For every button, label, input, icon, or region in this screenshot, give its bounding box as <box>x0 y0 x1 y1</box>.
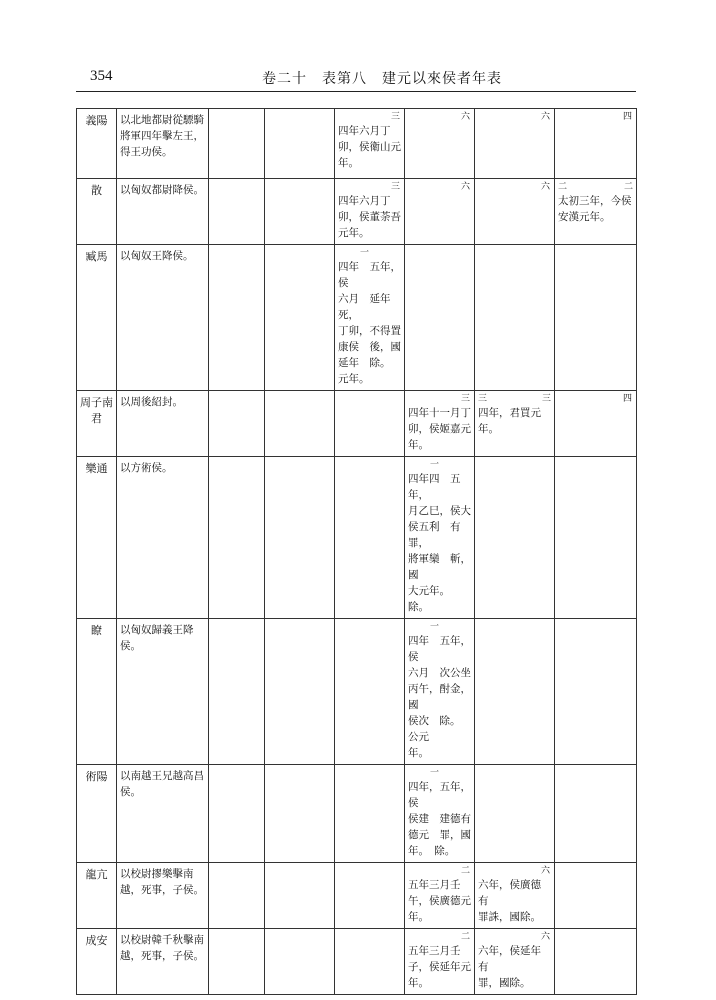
reign-cell <box>555 929 637 995</box>
reign-cell <box>335 109 405 179</box>
reign-cell <box>209 619 265 765</box>
record-text: 四年十一月丁 卯，侯姬嘉元 年。 <box>408 407 471 451</box>
reign-cell <box>405 457 475 619</box>
reign-cell <box>555 863 637 929</box>
reign-cell <box>475 457 555 619</box>
table-row <box>77 457 637 619</box>
reign-cell <box>405 619 475 765</box>
reign-cell <box>405 929 475 995</box>
reign-cell <box>475 391 555 457</box>
reign-cell <box>335 457 405 619</box>
year-count: 六 <box>460 182 470 192</box>
reign-cell <box>265 391 335 457</box>
year-count-right: 二 <box>623 182 633 192</box>
year-count: 六 <box>540 932 550 942</box>
enfeoffment-reason: 以匈奴王降侯。 <box>117 245 209 391</box>
year-count-left: 三 <box>478 394 488 404</box>
reign-cell <box>405 179 475 245</box>
reign-cell <box>265 109 335 179</box>
marquis-name: 臧馬 <box>77 245 117 391</box>
marquis-name: 散 <box>77 179 117 245</box>
reign-cell <box>335 245 405 391</box>
table-row <box>77 929 637 995</box>
reign-cell <box>555 109 637 179</box>
reign-cell <box>475 765 555 863</box>
year-count: 二 <box>460 932 470 942</box>
reign-cell <box>335 391 405 457</box>
table-row <box>77 765 637 863</box>
enfeoffment-reason: 以校尉摎樂擊南越，死事，子侯。 <box>117 863 209 929</box>
year-count: 二 <box>460 866 470 876</box>
reign-cell <box>209 863 265 929</box>
record-text: 四年四 五年， 月乙巳，侯大 侯五利 有罪， 將軍欒 斬，國 大元年。 除。 <box>408 473 471 613</box>
year-count: 一 <box>359 248 369 258</box>
year-count: 一 <box>429 768 439 778</box>
year-count: 六 <box>540 112 550 122</box>
record-text: 四年，君買元 年。 <box>478 407 541 435</box>
reign-cell <box>555 765 637 863</box>
reign-cell <box>335 929 405 995</box>
reign-cell <box>555 619 637 765</box>
marquis-name: 龍亢 <box>77 863 117 929</box>
record-text: 太初三年，今侯 安漢元年。 <box>558 195 632 223</box>
table-row <box>77 391 637 457</box>
reign-cell <box>405 863 475 929</box>
enfeoffment-reason: 以北地都尉從驃騎將軍四年擊左王，得王功侯。 <box>117 109 209 179</box>
year-count: 一 <box>429 460 439 470</box>
reign-cell <box>209 765 265 863</box>
reign-cell <box>475 929 555 995</box>
record-text: 四年 五年，侯 六月 延年死， 丁卯，不得置 康侯 後，國 延年 除。 元年。 <box>338 261 401 385</box>
enfeoffment-reason: 以方術侯。 <box>117 457 209 619</box>
reign-cell <box>209 457 265 619</box>
year-count-pair <box>558 182 633 193</box>
reign-cell <box>265 619 335 765</box>
year-count: 六 <box>540 866 550 876</box>
reign-cell <box>209 245 265 391</box>
record-text: 四年，五年，侯 侯建 建德有 德元 罪，國 年。 除。 <box>408 781 471 857</box>
reign-cell <box>209 179 265 245</box>
enfeoffment-reason: 以匈奴歸義王降侯。 <box>117 619 209 765</box>
reign-cell <box>265 457 335 619</box>
reign-cell <box>209 391 265 457</box>
record-text: 五年三月壬 午，侯廣德元 年。 <box>408 879 471 923</box>
enfeoffment-reason: 以匈奴都尉降侯。 <box>117 179 209 245</box>
marquis-table <box>76 108 637 995</box>
table-row <box>77 109 637 179</box>
marquis-name: 術陽 <box>77 765 117 863</box>
year-count: 一 <box>429 622 439 632</box>
year-count: 三 <box>390 112 400 122</box>
header-rule <box>76 91 636 92</box>
record-text: 四年六月丁 卯，侯董荼吾 元年。 <box>338 195 401 239</box>
reign-cell <box>335 863 405 929</box>
marquis-name: 樂通 <box>77 457 117 619</box>
table-row <box>77 619 637 765</box>
reign-cell <box>475 619 555 765</box>
reign-cell <box>265 863 335 929</box>
reign-cell <box>555 391 637 457</box>
year-count: 四 <box>622 112 632 122</box>
record-text: 六年，侯延年有 罪，國除。 <box>478 945 541 989</box>
table-row <box>77 863 637 929</box>
running-title: 卷二十 表第八 建元以來侯者年表 <box>262 71 502 87</box>
table-row <box>77 179 637 245</box>
marquis-name: 周子南君 <box>77 391 117 457</box>
marquis-name: 瞭 <box>77 619 117 765</box>
year-count-pair <box>478 394 551 405</box>
enfeoffment-reason: 以校尉韓千秋擊南越，死事，子侯。 <box>117 929 209 995</box>
reign-cell <box>405 765 475 863</box>
marquis-name: 義陽 <box>77 109 117 179</box>
year-count-right: 三 <box>541 394 551 404</box>
enfeoffment-reason: 以南越王兄越高昌侯。 <box>117 765 209 863</box>
year-count: 六 <box>540 182 550 192</box>
record-text: 六年，侯廣德有 罪誅，國除。 <box>478 879 541 923</box>
reign-cell <box>335 179 405 245</box>
reign-cell <box>265 929 335 995</box>
table-row <box>77 245 637 391</box>
year-count: 六 <box>460 112 470 122</box>
reign-cell <box>209 929 265 995</box>
reign-cell <box>475 245 555 391</box>
record-text: 四年 五年，侯 六月 次公坐 丙午，酎金，國 侯次 除。 公元 年。 <box>408 635 471 759</box>
reign-cell <box>475 863 555 929</box>
reign-cell <box>265 245 335 391</box>
page-number: 354 <box>90 68 113 84</box>
reign-cell <box>209 109 265 179</box>
year-count: 四 <box>622 394 632 404</box>
reign-cell <box>555 179 637 245</box>
reign-cell <box>335 619 405 765</box>
record-text: 五年三月壬 子，侯延年元 年。 <box>408 945 471 989</box>
reign-cell <box>405 109 475 179</box>
year-count: 三 <box>390 182 400 192</box>
reign-cell <box>475 179 555 245</box>
year-count: 三 <box>460 394 470 404</box>
reign-cell <box>265 179 335 245</box>
reign-cell <box>335 765 405 863</box>
reign-cell <box>555 245 637 391</box>
marquis-name: 成安 <box>77 929 117 995</box>
page-header <box>76 68 636 90</box>
enfeoffment-reason: 以周後紹封。 <box>117 391 209 457</box>
reign-cell <box>475 109 555 179</box>
reign-cell <box>555 457 637 619</box>
reign-cell <box>405 391 475 457</box>
reign-cell <box>265 765 335 863</box>
year-count-left: 二 <box>558 182 568 192</box>
reign-cell <box>405 245 475 391</box>
record-text: 四年六月丁 卯，侯衛山元 年。 <box>338 125 401 169</box>
